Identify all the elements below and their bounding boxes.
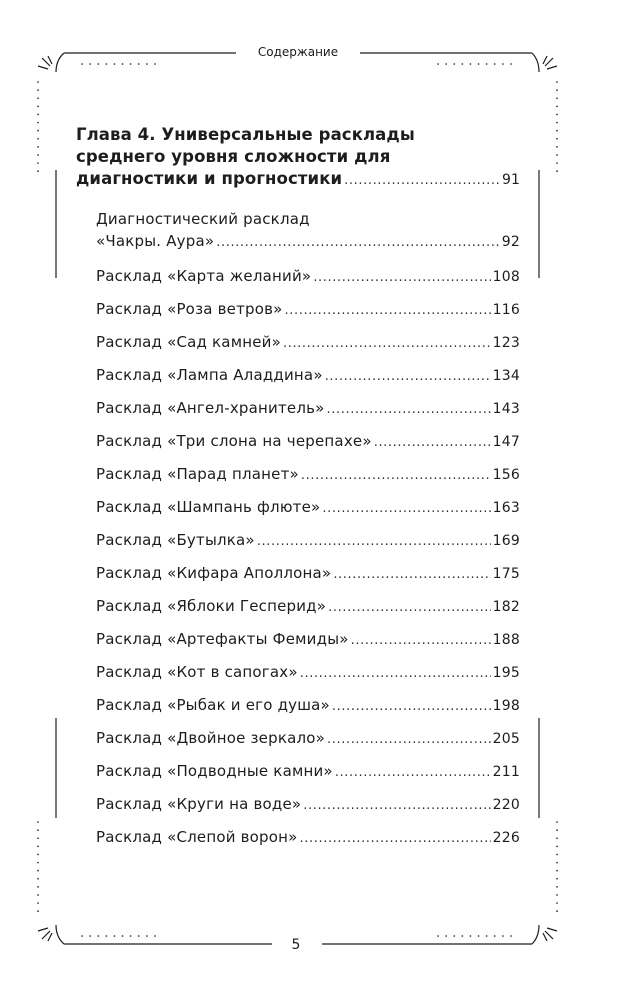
corner-ornament-top-left (38, 53, 64, 72)
toc-entry[interactable] (96, 727, 520, 760)
toc-entry-page: 108 (492, 269, 520, 285)
toc-entry[interactable] (96, 298, 520, 331)
toc-entry-title: Расклад «Карта желаний» (96, 267, 312, 285)
toc-entry-page: 156 (492, 467, 520, 483)
toc-entry-page: 195 (492, 665, 520, 681)
toc-entry-title: Расклад «Кот в сапогах» (96, 663, 298, 681)
toc-entry[interactable] (96, 331, 520, 364)
toc-entry-page: 175 (492, 566, 520, 582)
toc-entry[interactable] (96, 628, 520, 661)
toc-entry[interactable] (96, 463, 520, 496)
dot-leader (374, 432, 491, 454)
dot-leader (332, 696, 491, 718)
toc-entry-title: Расклад «Три слона на черепахе» (96, 432, 372, 450)
dot-leader (300, 663, 491, 685)
toc-entry-title: Расклад «Двойное зеркало» (96, 729, 326, 747)
toc-entry-page: 182 (492, 599, 520, 615)
chapter-page-number: 91 (501, 172, 520, 188)
corner-ornament-top-right (532, 53, 557, 72)
toc-entry-title-line-1: Диагностический расклад (96, 210, 310, 228)
section-header-title: Содержание (257, 45, 339, 59)
chapter-heading[interactable] (76, 124, 520, 192)
toc-entry-page: 226 (492, 830, 520, 846)
toc-entry-page: 211 (492, 764, 520, 780)
toc-entry-page: 123 (492, 335, 520, 351)
dot-leader (344, 170, 500, 192)
toc-entry[interactable] (96, 595, 520, 628)
dot-leader (328, 597, 491, 619)
dot-leader (303, 795, 490, 817)
dot-leader (351, 630, 491, 652)
toc-entry-title: Расклад «Слепой ворон» (96, 828, 298, 846)
toc-entry[interactable] (96, 793, 520, 826)
toc-entry-title: Расклад «Рыбак и его душа» (96, 696, 330, 714)
dot-leader (216, 232, 500, 254)
toc-entry[interactable] (96, 529, 520, 562)
toc-entry-page: 188 (492, 632, 520, 648)
dot-leader (335, 762, 491, 784)
dot-leader (300, 828, 491, 850)
toc-entry-title: Расклад «Яблоки Гесперид» (96, 597, 327, 615)
toc-entry-title: Расклад «Кифара Аполлона» (96, 564, 332, 582)
toc-entry-title: Расклад «Роза ветров» (96, 300, 283, 318)
toc-entry-page: 205 (492, 731, 520, 747)
toc-entry[interactable] (96, 430, 520, 463)
dot-leader (285, 300, 491, 322)
dot-leader (325, 366, 491, 388)
toc-entry-title: Расклад «Подводные камни» (96, 762, 333, 780)
toc-entry-title-line-2: «Чакры. Аура» (96, 232, 215, 250)
page-number: 5 (291, 937, 301, 953)
toc-entry-title: Расклад «Ангел-хранитель» (96, 399, 325, 417)
toc-entry[interactable] (96, 364, 520, 397)
chapter-title-line-3: диагностики и прогностики (76, 169, 343, 188)
dot-leader (333, 564, 490, 586)
dot-leader (327, 399, 491, 421)
toc-entry[interactable] (96, 562, 520, 595)
toc-entry-title: Расклад «Шампань флюте» (96, 498, 321, 516)
toc-entry[interactable] (96, 760, 520, 793)
toc-entry-page: 143 (492, 401, 520, 417)
toc-entry-page: 220 (492, 797, 520, 813)
dot-leader (313, 267, 490, 289)
toc-entry-list (96, 208, 520, 859)
toc-entry-page: 198 (492, 698, 520, 714)
toc-entry-page: 169 (492, 533, 520, 549)
dot-leader (257, 531, 491, 553)
dot-leader (327, 729, 491, 751)
toc-entry-title: Расклад «Сад камней» (96, 333, 281, 351)
toc-entry-title: Расклад «Парад планет» (96, 465, 299, 483)
toc-entry-page: 92 (501, 234, 520, 250)
dot-leader (301, 465, 491, 487)
toc-entry-page: 116 (492, 302, 520, 318)
toc-entry[interactable] (96, 694, 520, 727)
toc-entry-page: 147 (492, 434, 520, 450)
toc-entry[interactable] (96, 661, 520, 694)
dot-leader (283, 333, 491, 355)
dot-leader (322, 498, 490, 520)
toc-entry-title: Расклад «Бутылка» (96, 531, 255, 549)
toc-entry[interactable] (96, 496, 520, 529)
toc-entry[interactable] (96, 208, 520, 265)
corner-ornament-bottom-right (532, 925, 557, 944)
toc-entry-page: 134 (492, 368, 520, 384)
corner-ornament-bottom-left (38, 925, 64, 944)
toc-entry[interactable] (96, 826, 520, 859)
toc-entry[interactable] (96, 265, 520, 298)
toc-entry-title: Расклад «Лампа Аладдина» (96, 366, 323, 384)
toc-entry-title: Расклад «Круги на воде» (96, 795, 302, 813)
toc-entry-page: 163 (492, 500, 520, 516)
toc-entry-title: Расклад «Артефакты Фемиды» (96, 630, 349, 648)
toc-entry[interactable] (96, 397, 520, 430)
chapter-title-line-1: Глава 4. Универсальные расклады (76, 125, 415, 144)
chapter-title-line-2: среднего уровня сложности для (76, 147, 391, 166)
